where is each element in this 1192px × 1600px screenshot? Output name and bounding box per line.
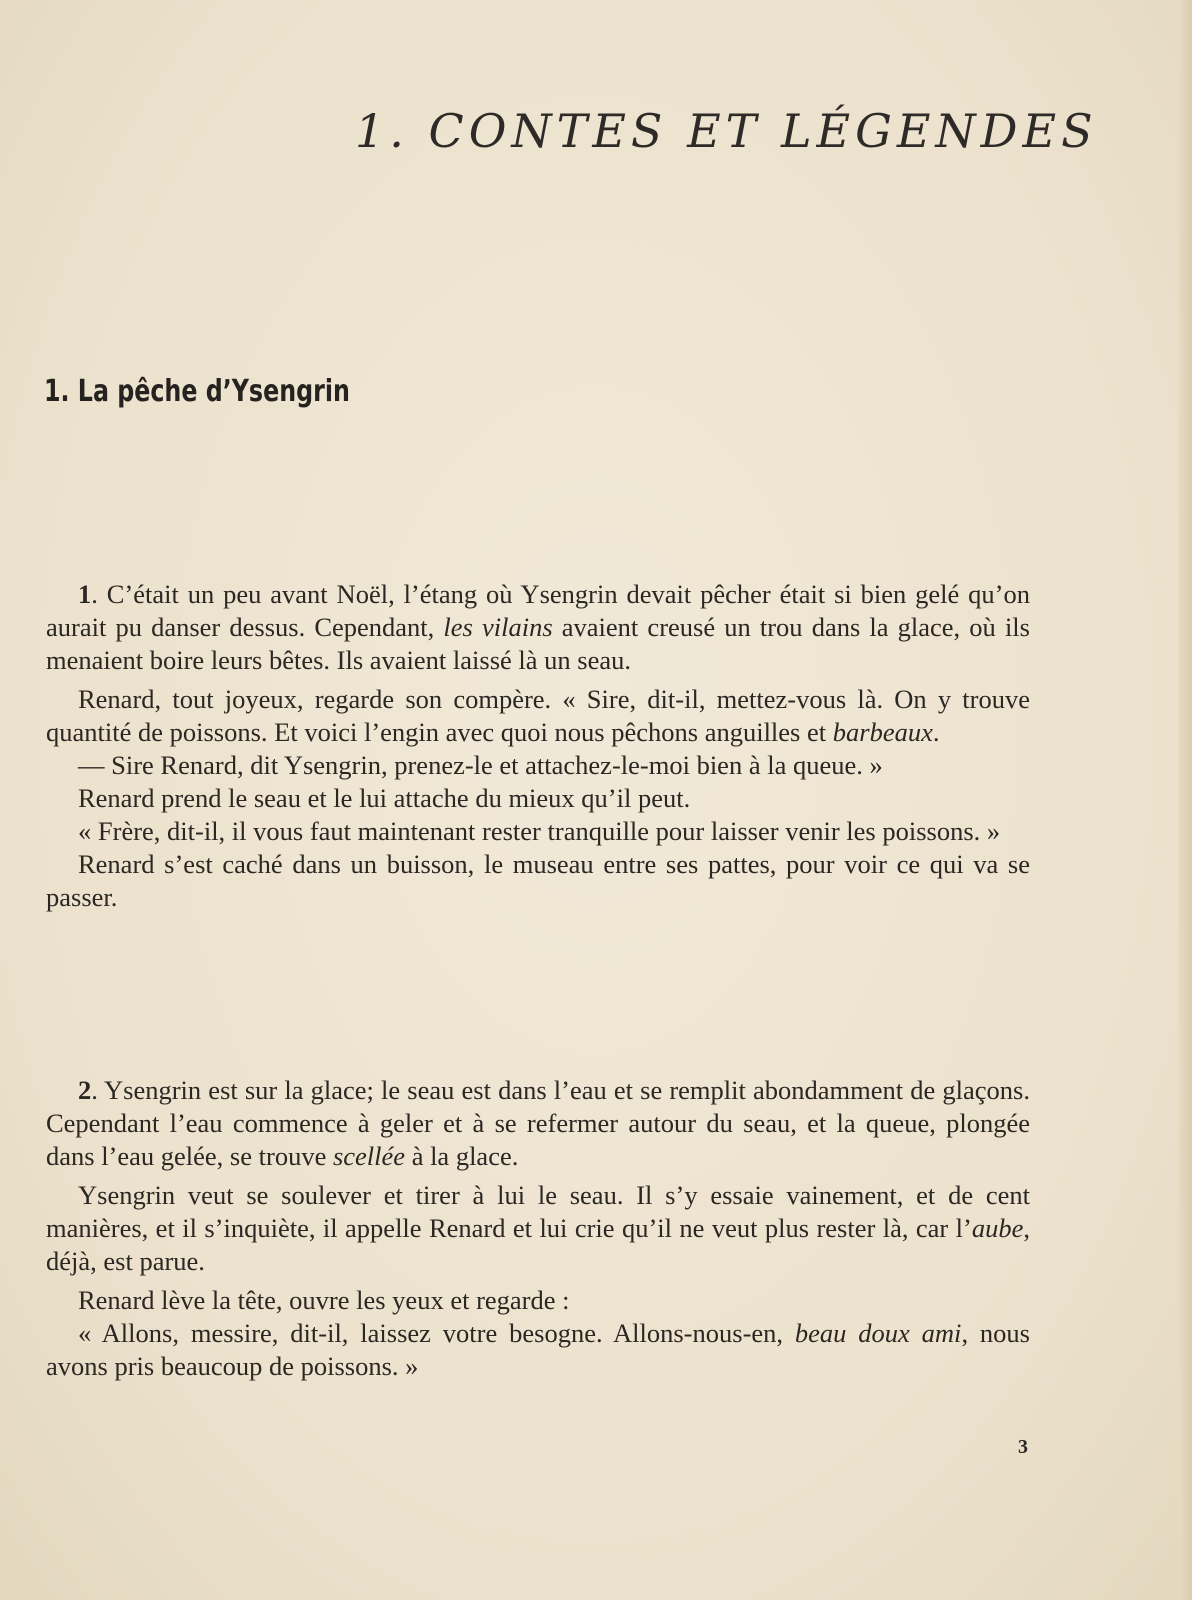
text-run: à la glace. [405, 1141, 519, 1171]
text-run: , nous avons pris beaucoup de poissons. » [46, 1318, 1030, 1381]
paragraph: Renard prend le seau et le lui attache du mieux qu’il peut. [78, 783, 691, 813]
text-part-2 [46, 1074, 1030, 1383]
italic-term: barbeaux [832, 717, 933, 747]
text-run: , déjà, est parue. [46, 1213, 1030, 1276]
italic-term: aube [971, 1213, 1024, 1243]
text-part-1 [46, 578, 1030, 914]
paragraph: Renard lève la tête, ouvre les yeux et regarde : [78, 1285, 570, 1315]
text-run: Renard, tout joyeux, regarde son compère. « Sire, dit-il, mettez-vous là. On y trouve quantité de poissons. Et voici l’engin avec quoi nous pêchons anguilles et [46, 684, 1030, 747]
text-run: « Allons, messire, dit-il, laissez votre besogne. Allons-nous-en, [78, 1318, 795, 1348]
page-edge [1178, 0, 1192, 1600]
paragraph [46, 1317, 1030, 1383]
text-run: Ysengrin veut se soulever et tirer à lui le seau. Il s’y essaie vainement, et de cent manières, et il s’inquiète, il appelle Renard et lui crie qu’il ne veut plus rester là, car l’ [46, 1180, 1030, 1243]
section-title: 1. La pêche d’Ysengrin [44, 374, 350, 409]
paragraph [46, 578, 1030, 677]
paragraph [46, 1074, 1030, 1173]
text-run: avaient creusé un trou dans la glace, où ils menaient boire leurs bêtes. Ils avaient laissé là un seau. [46, 612, 1030, 675]
paragraph: — Sire Renard, dit Ysengrin, prenez-le et attachez-le-moi bien à la queue. » [78, 750, 883, 780]
paragraph-number: 1 [78, 579, 92, 609]
italic-term: scellée [332, 1141, 406, 1171]
paragraph [46, 683, 1030, 749]
text-run: . [932, 717, 940, 747]
paragraph-number: 2 [78, 1075, 92, 1105]
paragraph [46, 1179, 1030, 1278]
paragraph: « Frère, dit-il, il vous faut maintenant rester tranquille pour laisser venir les poissons. » [78, 816, 1001, 846]
paragraph: Renard s’est caché dans un buisson, le museau entre ses pattes, pour voir ce qui va se passer. [46, 849, 1030, 912]
italic-term: les vilains [443, 612, 553, 642]
text-run: . Ysengrin est sur la glace; le seau est dans l’eau et se remplit abondamment de glaçons. Cependant l’eau commence à geler et à se refermer autour du seau, et la queue, plongée dans l’eau gelée, se trouve [46, 1075, 1030, 1171]
italic-term: beau doux ami [794, 1318, 962, 1348]
chapter-title: 1. CONTES ET LÉGENDES [355, 104, 1098, 158]
page-number: 3 [1018, 1436, 1028, 1458]
text-run: . C’était un peu avant Noël, l’étang où Ysengrin devait pêcher était si bien gelé qu’on aurait pu danser dessus. Cependant, [46, 579, 1030, 642]
